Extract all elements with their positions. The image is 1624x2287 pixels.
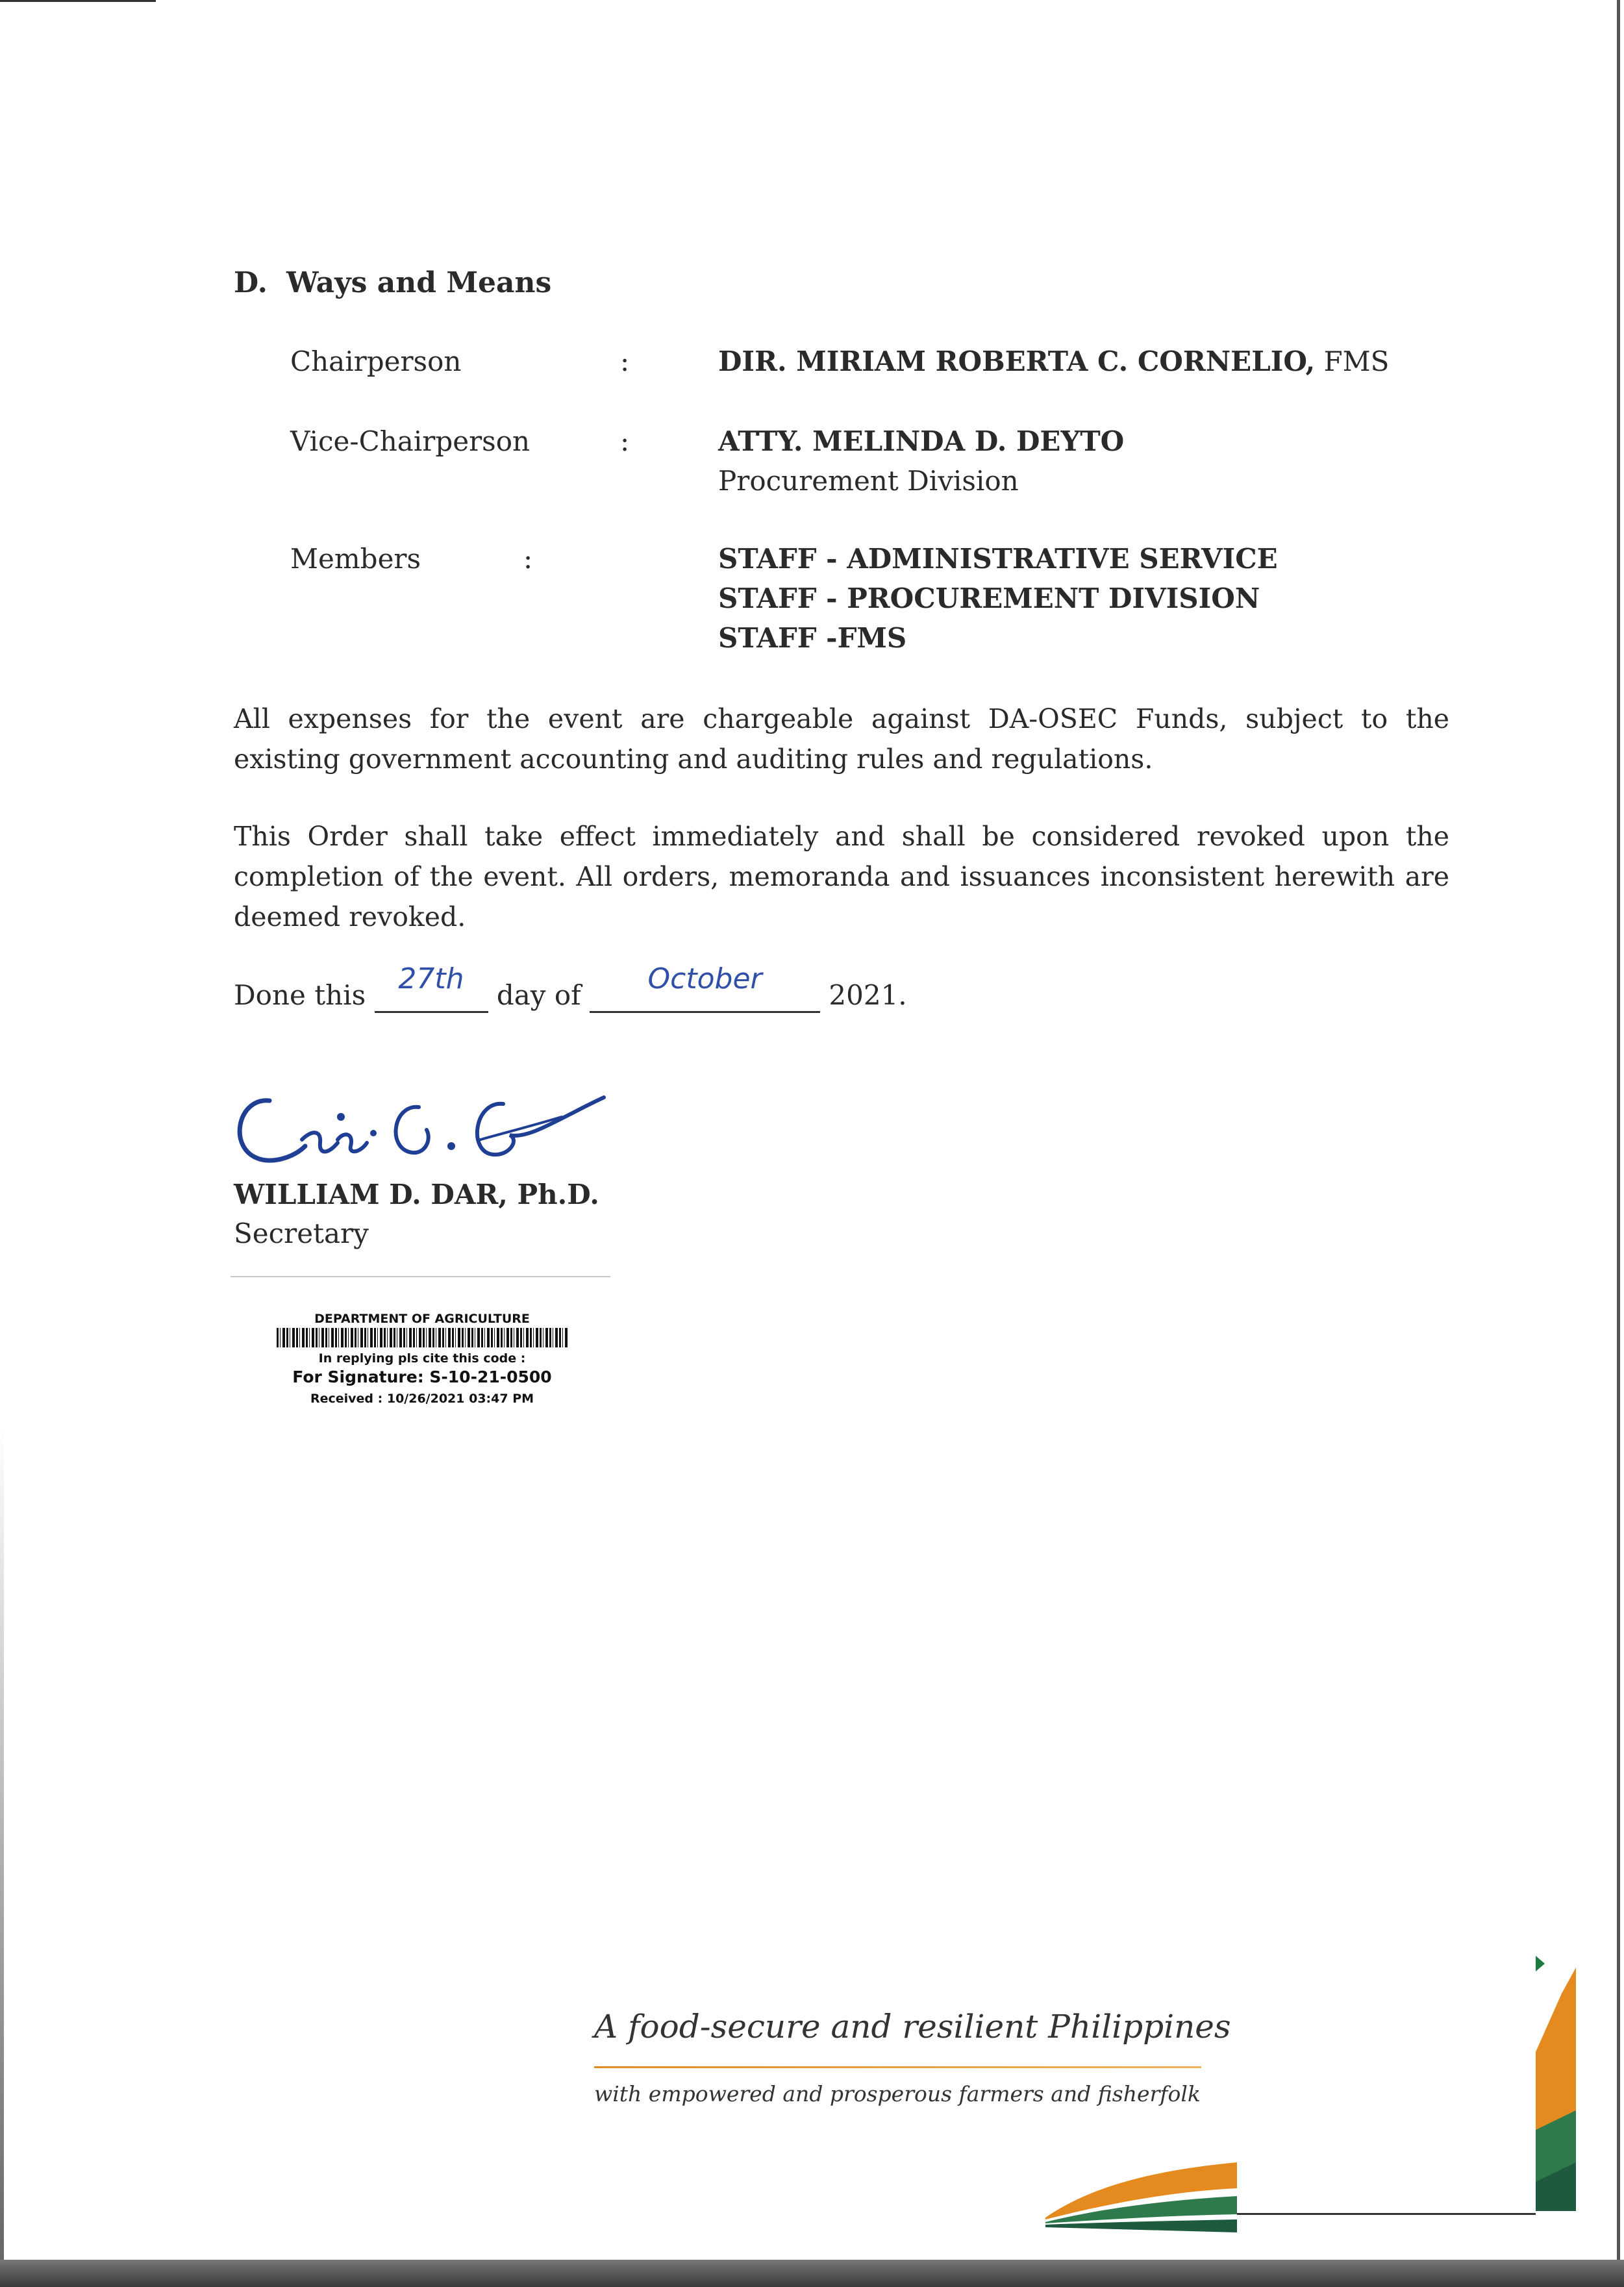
- member-item: STAFF - ADMINISTRATIVE SERVICE: [718, 543, 1278, 575]
- barcode: [277, 1328, 568, 1347]
- chairperson-value: [718, 345, 1389, 377]
- stamp-department: DEPARTMENT OF AGRICULTURE: [314, 1312, 530, 1326]
- vice-chairperson-label: Vice-Chairperson: [290, 425, 531, 457]
- signature-image: [224, 1078, 614, 1182]
- stamp-code: For Signature: S-10-21-0500: [292, 1368, 552, 1386]
- vice-chairperson-name: ATTY. MELINDA D. DEYTO: [718, 425, 1125, 457]
- footer-swoosh-graphic: [1039, 2143, 1240, 2234]
- vice-chairperson-colon: :: [620, 425, 630, 457]
- done-line: [234, 962, 907, 1013]
- scan-edge-bottom: [0, 2260, 1624, 2287]
- scan-artifact-line: [231, 1276, 610, 1277]
- chairperson-colon: :: [620, 345, 630, 377]
- section-title: Ways and Means: [286, 266, 552, 299]
- section-letter: D.: [234, 266, 268, 299]
- signatory-name: WILLIAM D. DAR, Ph.D.: [234, 1179, 599, 1210]
- day-blank: [375, 962, 488, 1013]
- chairperson-name: DIR. MIRIAM ROBERTA C. CORNELIO,: [718, 345, 1316, 377]
- stamp-received: Received : 10/26/2021 03:47 PM: [310, 1392, 534, 1406]
- members-colon: :: [523, 543, 533, 575]
- member-item: STAFF - PROCUREMENT DIVISION: [718, 582, 1260, 614]
- done-year: 2021.: [829, 979, 907, 1011]
- signatory-title: Secretary: [234, 1218, 369, 1249]
- vice-chairperson-office: Procurement Division: [718, 465, 1019, 497]
- scan-edge-left: [0, 1429, 4, 2260]
- corner-emblem-graphic: [1529, 1955, 1581, 2214]
- scan-edge-right: [1617, 0, 1620, 2260]
- footer-motto-line2: with empowered and prosperous farmers and fisherfolk: [594, 2081, 1201, 2106]
- corner-arrow-icon: [1536, 1956, 1545, 1971]
- footer-motto-divider: [594, 2066, 1201, 2068]
- chairperson-label: Chairperson: [290, 345, 462, 377]
- handwritten-month: October: [647, 962, 762, 995]
- members-label: Members: [290, 543, 421, 575]
- member-item: STAFF -FMS: [718, 622, 907, 654]
- done-middle: day of: [496, 979, 581, 1011]
- month-blank: [590, 962, 820, 1013]
- effectivity-paragraph: This Order shall take effect immediately and shall be considered revoked upon the completion of the event. All orders, memoranda and issuances inconsistent herewith are deemed revoked.: [234, 821, 1449, 932]
- handwritten-day: 27th: [398, 962, 464, 995]
- footer-line: [1237, 2213, 1536, 2215]
- stamp-instruction: In replying pls cite this code :: [318, 1351, 526, 1366]
- done-prefix: Done this: [234, 979, 366, 1011]
- scan-edge-line: [0, 0, 156, 2]
- expenses-paragraph: All expenses for the event are chargeable against DA-OSEC Funds, subject to the existing government accounting and auditing rules and regulations.: [234, 703, 1449, 775]
- chairperson-suffix: FMS: [1315, 345, 1390, 377]
- footer-motto-line1: A food-secure and resilient Philippines: [594, 2008, 1231, 2045]
- receipt-stamp: [273, 1312, 571, 1406]
